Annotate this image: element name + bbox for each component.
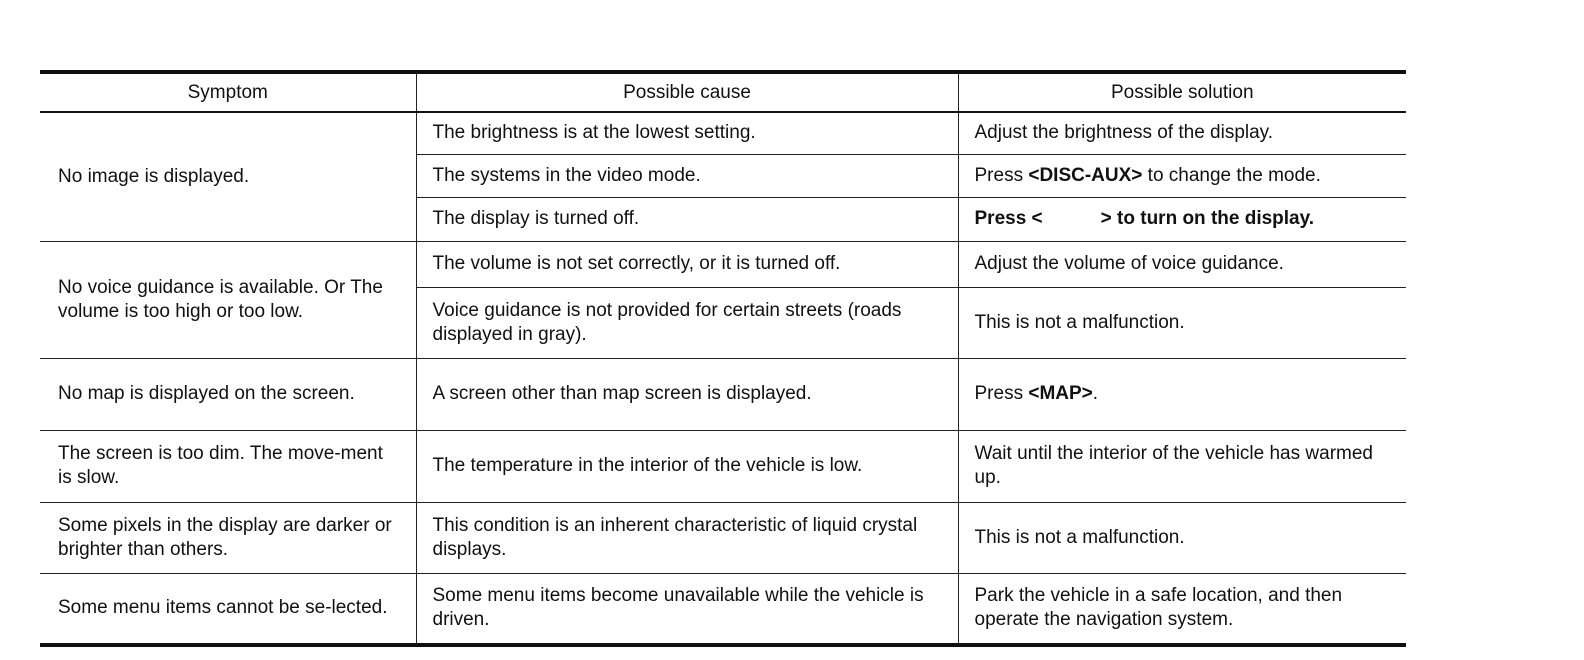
header-possible-solution: Possible solution (958, 72, 1406, 112)
solution-cell: Park the vehicle in a safe location, and then operate the navigation system. (958, 573, 1406, 645)
symptom-cell: No map is displayed on the screen. (40, 358, 416, 430)
table-row (40, 502, 1406, 573)
troubleshooting-table (40, 70, 1406, 647)
solution-text: > to turn on the display. (1100, 208, 1315, 229)
symptom-cell: No voice guidance is available. Or The volume is too high or too low. (40, 241, 416, 358)
cause-cell: The volume is not set correctly, or it is turned off. (416, 241, 958, 287)
solution-cell (958, 197, 1406, 241)
solution-cell: This is not a malfunction. (958, 502, 1406, 573)
solution-cell: Wait until the interior of the vehicle has warmed up. (958, 430, 1406, 502)
cause-cell: The display is turned off. (416, 197, 958, 241)
table-row (40, 573, 1406, 645)
symptom-cell: The screen is too dim. The move-ment is slow. (40, 430, 416, 502)
table-row (40, 241, 1406, 287)
disc-aux-key-label: <DISC-AUX> (1028, 164, 1143, 186)
symptom-cell: Some pixels in the display are darker or brighter than others. (40, 502, 416, 573)
solution-text: to change the mode. (1142, 164, 1321, 186)
solution-text: . (1092, 383, 1099, 404)
symptom-cell: Some menu items cannot be se-lected. (40, 573, 416, 645)
solution-text: Press < (974, 208, 1043, 229)
solution-text: Press (974, 383, 1029, 404)
solution-text: Press (974, 164, 1029, 186)
table-header-row (40, 72, 1406, 112)
solution-cell: Adjust the brightness of the display. (958, 112, 1406, 154)
solution-cell (958, 358, 1406, 430)
table-row (40, 112, 1406, 154)
cause-cell: This condition is an inherent characteristic of liquid crystal displays. (416, 502, 958, 573)
cause-cell: The temperature in the interior of the vehicle is low. (416, 430, 958, 502)
solution-cell: Adjust the volume of voice guidance. (958, 241, 1406, 287)
cause-cell: Some menu items become unavailable while the vehicle is driven. (416, 573, 958, 645)
cause-cell: Voice guidance is not provided for certain streets (roads displayed in gray). (416, 287, 958, 358)
cause-cell: The brightness is at the lowest setting. (416, 112, 958, 154)
cause-cell: A screen other than map screen is displayed. (416, 358, 958, 430)
map-key-label: <MAP> (1028, 383, 1093, 404)
table-row (40, 430, 1406, 502)
header-possible-cause: Possible cause (416, 72, 958, 112)
table-row (40, 358, 1406, 430)
solution-cell (958, 154, 1406, 197)
header-symptom: Symptom (40, 72, 416, 112)
cause-cell: The systems in the video mode. (416, 154, 958, 197)
symptom-cell: No image is displayed. (40, 112, 416, 241)
solution-cell: This is not a malfunction. (958, 287, 1406, 358)
